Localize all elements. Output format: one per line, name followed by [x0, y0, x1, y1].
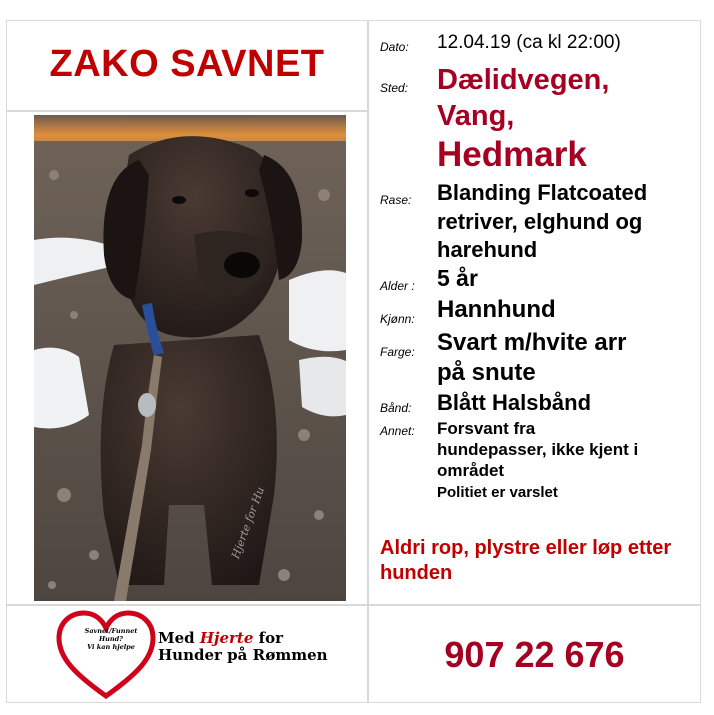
- annet-line1: Forsvant fra: [437, 419, 536, 438]
- rase-line1: Blanding Flatcoated: [437, 180, 648, 205]
- farge-label: Farge:: [380, 345, 415, 359]
- org-for: for: [258, 629, 284, 647]
- dog-photo: [34, 115, 346, 601]
- org-med: Med: [158, 629, 195, 647]
- annet-line3: området: [437, 461, 505, 480]
- heart-line1: Savnet/Funnet: [84, 627, 138, 635]
- dato-value: 12.04.19 (ca kl 22:00): [437, 32, 621, 53]
- heart-line2: Hund?: [99, 634, 123, 643]
- annet-label: Annet:: [380, 424, 415, 438]
- alder-label: Alder :: [380, 279, 415, 293]
- sted-label: Sted:: [380, 81, 409, 95]
- phone-number: 907 22 676: [444, 634, 625, 675]
- alder-value: 5 år: [437, 265, 478, 291]
- dato-label: Dato:: [380, 40, 409, 54]
- annet-line2: hundepasser, ikke kjent i: [437, 440, 639, 459]
- org-line2: Hunder på Rømmen: [158, 646, 328, 665]
- kjonn-value: Hannhund: [437, 296, 556, 323]
- heart-line3: Vi kan hjelpe: [87, 642, 135, 651]
- heart-logo-icon: [55, 610, 157, 702]
- rase-line3: harehund: [437, 237, 538, 262]
- warning-text: Aldri rop, plystre eller løp etter hunden: [380, 537, 672, 584]
- sted-line3: Hedmark: [437, 135, 587, 174]
- org-name: [158, 630, 328, 665]
- farge-line2: på snute: [437, 359, 536, 386]
- annet-line4: Politiet er varslet: [437, 484, 558, 501]
- photo-watermark: Hjerte for Hu: [229, 485, 267, 561]
- band-value: Blått Halsbånd: [437, 390, 592, 415]
- heart-text: [76, 628, 146, 651]
- farge-line1: Svart m/hvite arr: [437, 329, 627, 356]
- sted-line1: Dælidvegen,: [437, 64, 610, 96]
- phone-panel: [368, 605, 701, 703]
- sted-line2: Vang,: [437, 100, 515, 132]
- photo-panel: [6, 111, 368, 605]
- kjonn-label: Kjønn:: [380, 312, 415, 326]
- poster-title: ZAKO SAVNET: [49, 43, 325, 85]
- band-label: Bånd:: [380, 401, 412, 415]
- org-hjerte: Hjerte: [199, 629, 254, 647]
- rase-label: Rase:: [380, 193, 412, 207]
- title-panel: [6, 20, 368, 111]
- rase-line2: retriver, elghund og: [437, 209, 643, 234]
